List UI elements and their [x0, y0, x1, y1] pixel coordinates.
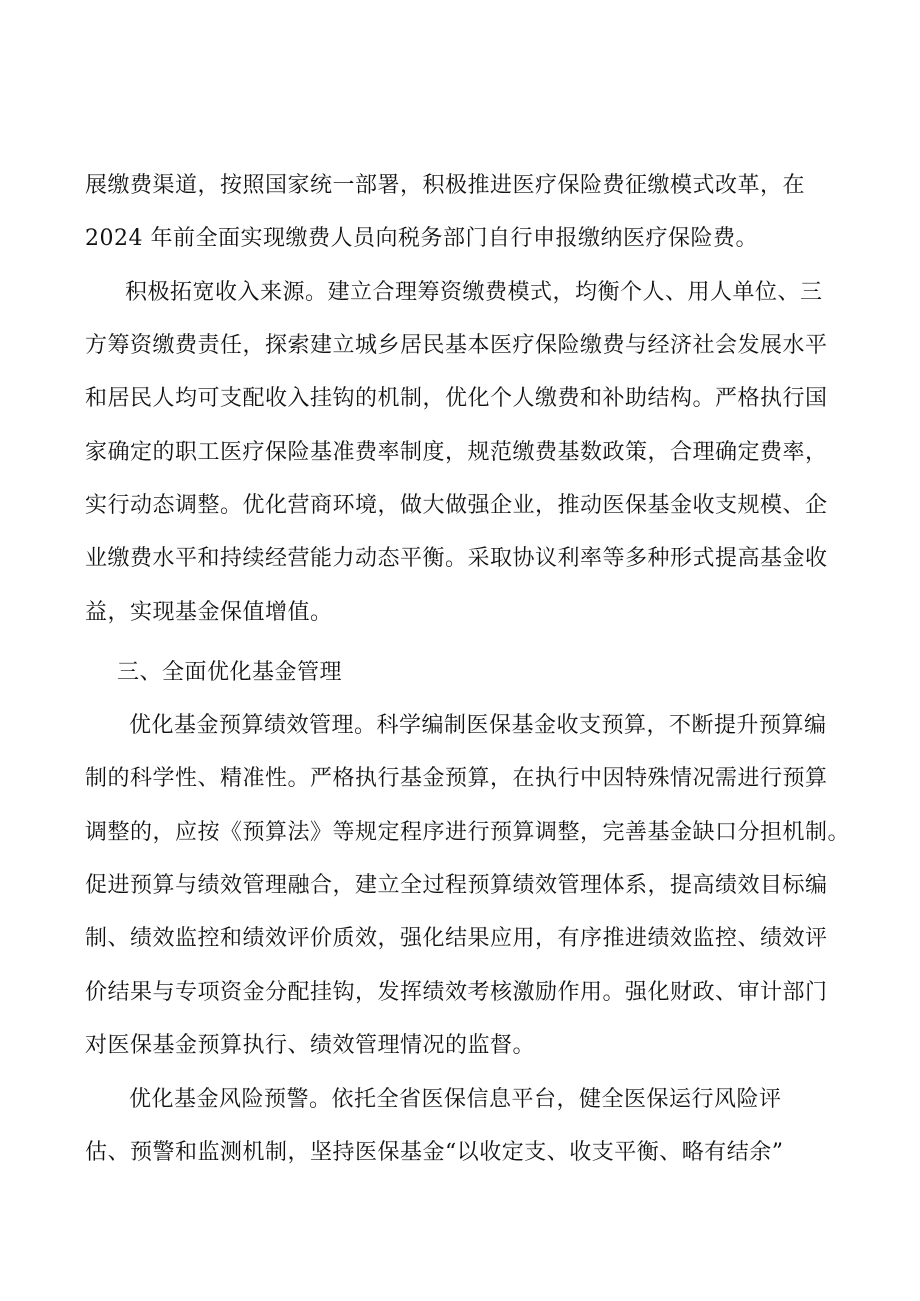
paragraph-line: 业缴费水平和持续经营能力动态平衡。采取协议利率等多种形式提高基金收 — [85, 546, 828, 571]
paragraph-line: 方筹资缴费责任，探索建立城乡居民基本医疗保险缴费与经济社会发展水平 — [85, 333, 828, 358]
paragraph-line: 调整的，应按《预算法》等规定程序进行预算调整，完善基金缺口分担机制。 — [85, 820, 851, 845]
paragraph-line: 展缴费渠道，按照国家统一部署，积极推进医疗保险费征缴模式改革，在 — [85, 173, 806, 198]
paragraph-line: 促进预算与绩效管理融合，建立全过程预算绩效管理体系，提高绩效目标编 — [85, 873, 828, 898]
paragraph-line: 2024 年前全面实现缴费人员向税务部门自行申报缴纳医疗保险费。 — [85, 226, 758, 251]
paragraph-line: 益，实现基金保值增值。 — [85, 600, 333, 625]
paragraph-line: 对医保基金预算执行、绩效管理情况的监督。 — [85, 1033, 536, 1058]
paragraph-line: 制、绩效监控和绩效评价质效，强化结果应用，有序推进绩效监控、绩效评 — [85, 926, 828, 951]
paragraph-line: 积极拓宽收入来源。建立合理筹资缴费模式，均衡个人、用人单位、三 — [125, 280, 823, 305]
section-heading: 三、全面优化基金管理 — [117, 660, 343, 685]
paragraph-line: 实行动态调整。优化营商环境，做大做强企业，推动医保基金收支规模、企 — [85, 493, 828, 518]
paragraph-line: 优化基金预算绩效管理。科学编制医保基金收支预算，不断提升预算编 — [129, 713, 827, 738]
paragraph-line: 优化基金风险预警。依托全省医保信息平台，健全医保运行风险评 — [129, 1087, 782, 1112]
paragraph-line: 估、预警和监测机制，坚持医保基金“以收定支、收支平衡、略有结余” — [85, 1140, 784, 1165]
paragraph-line: 和居民人均可支配收入挂钩的机制，优化个人缴费和补助结构。严格执行国 — [85, 386, 828, 411]
paragraph-line: 制的科学性、精准性。严格执行基金预算，在执行中因特殊情况需进行预算 — [85, 766, 828, 791]
paragraph-line: 家确定的职工医疗保险基准费率制度，规范缴费基数政策，合理确定费率， — [85, 440, 828, 465]
paragraph-line: 价结果与专项资金分配挂钩，发挥绩效考核激励作用。强化财政、审计部门 — [85, 980, 828, 1005]
